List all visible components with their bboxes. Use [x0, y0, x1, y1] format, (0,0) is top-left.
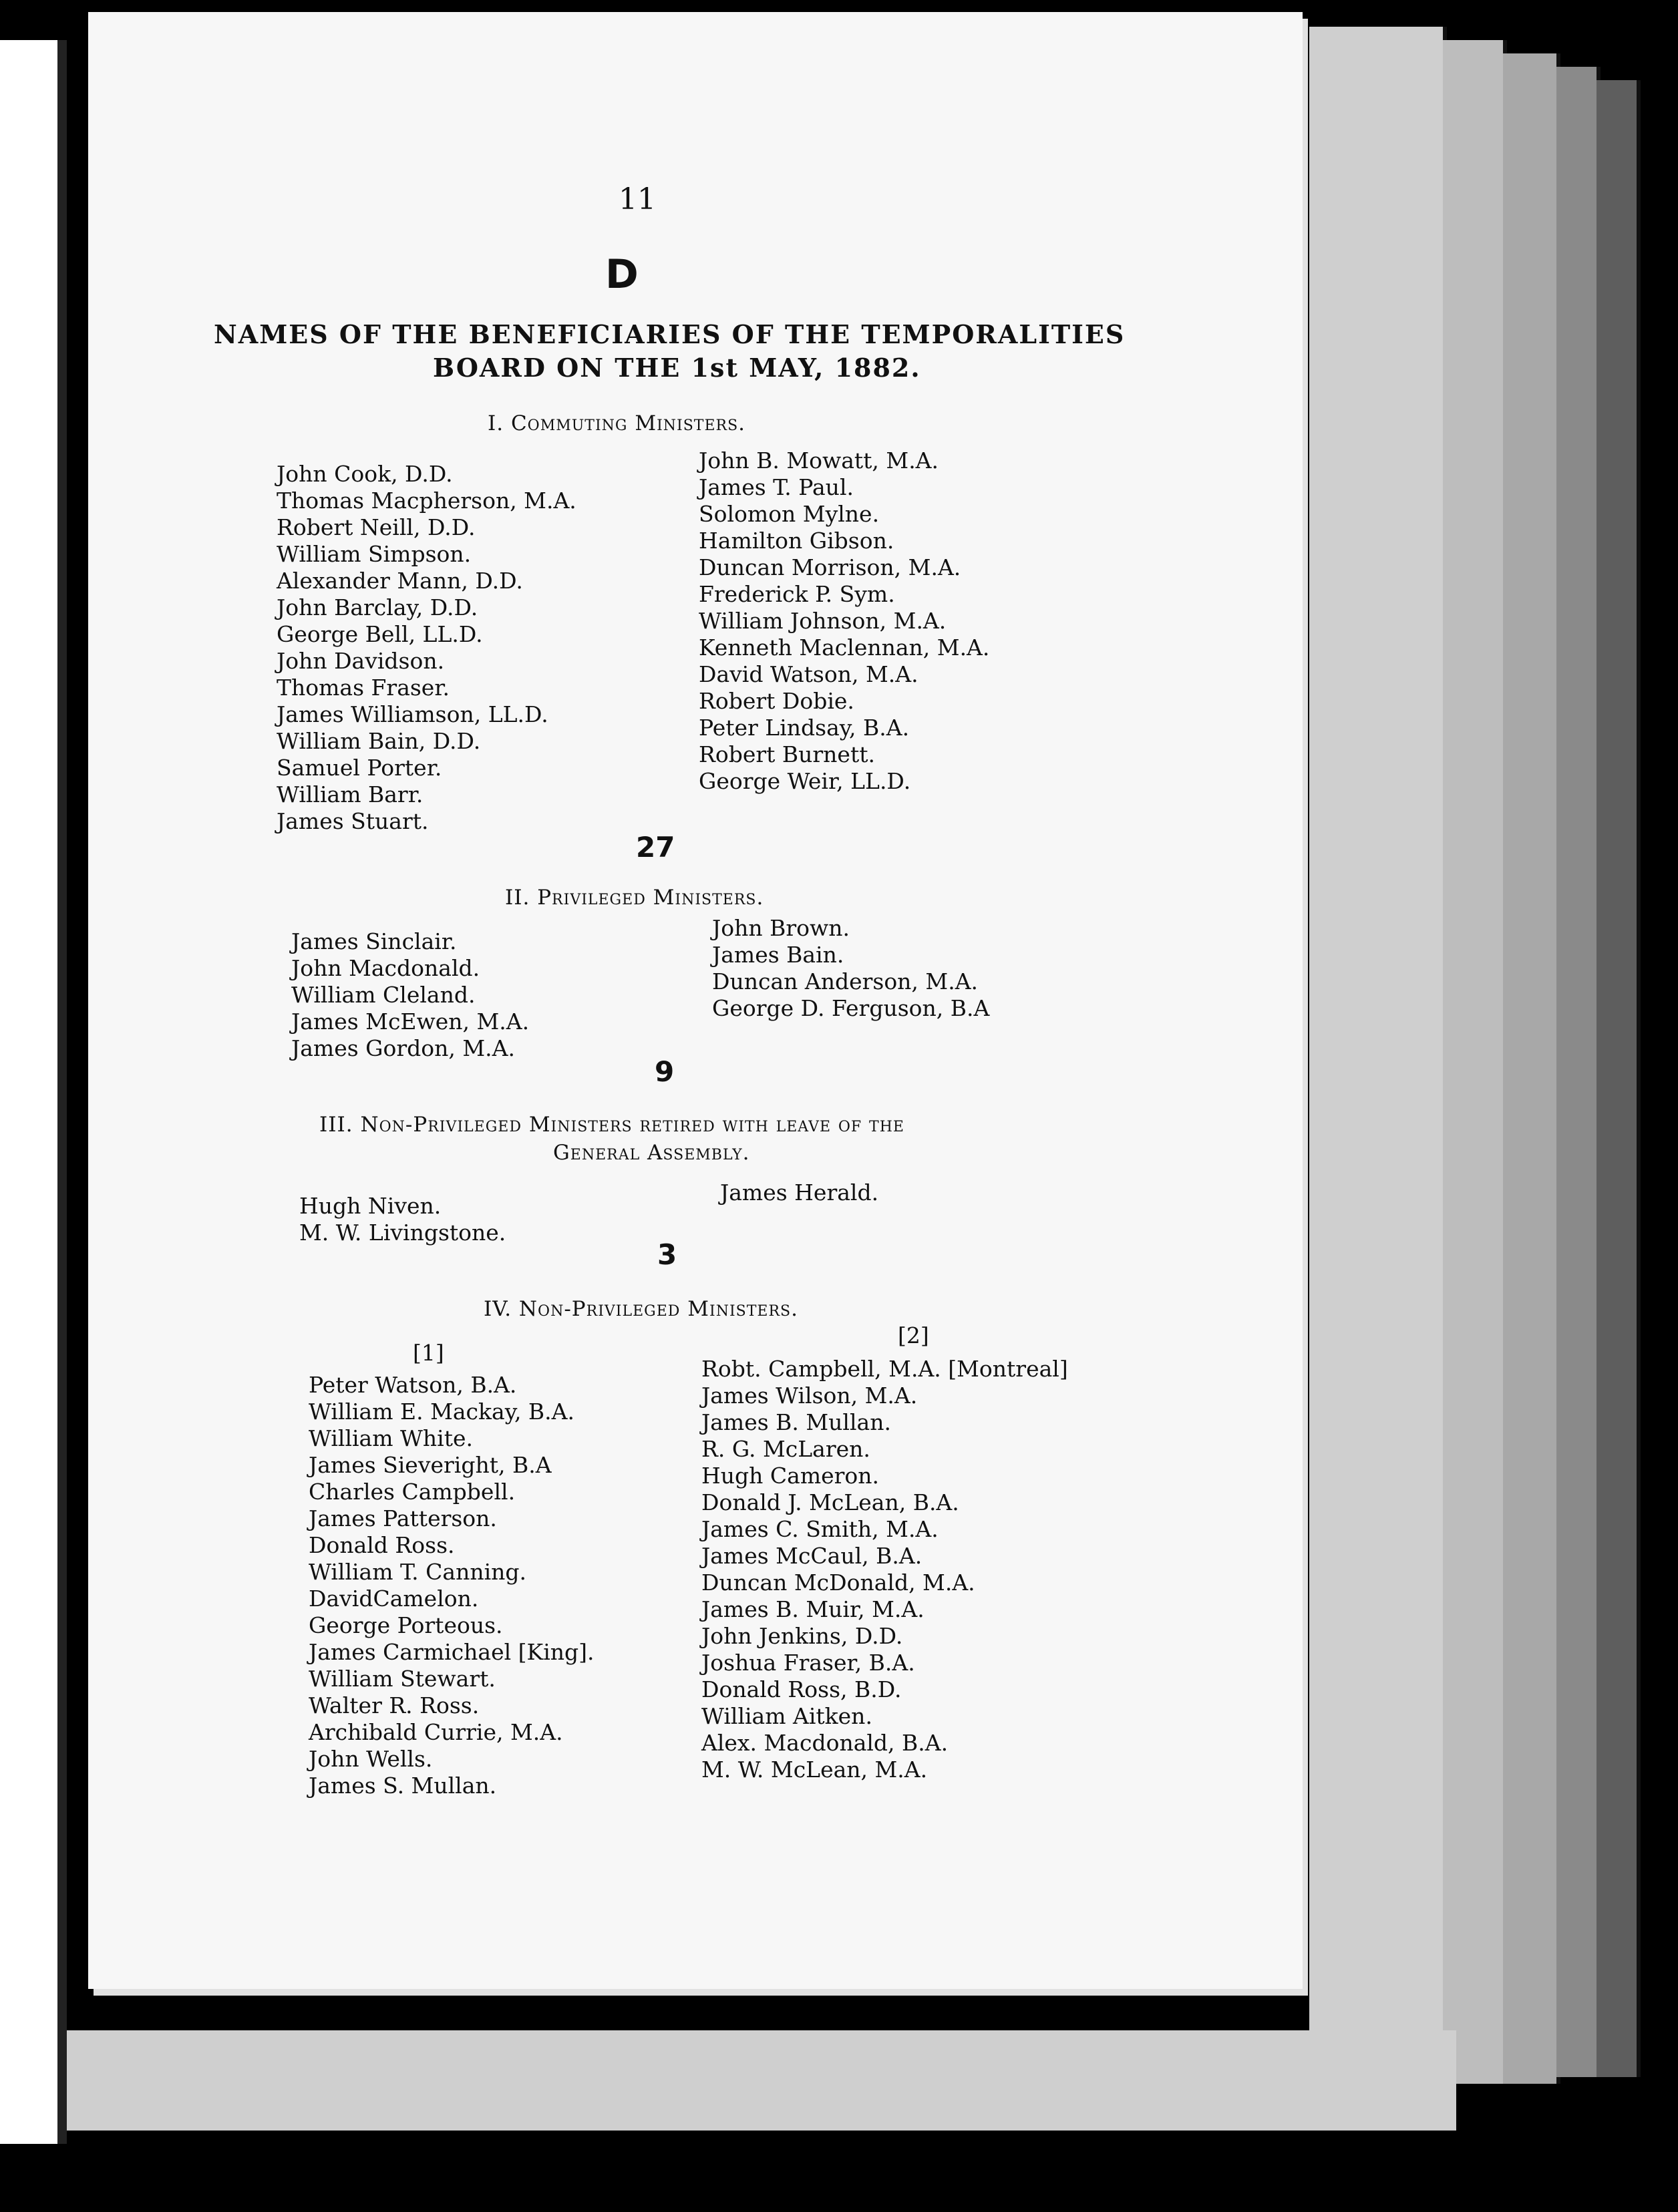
list-item: Peter Lindsay, B.A. [699, 715, 910, 741]
list-item: Thomas Macpherson, M.A. [277, 488, 576, 514]
list-item: Solomon Mylne. [699, 501, 880, 527]
retired-count: 3 [657, 1238, 677, 1271]
list-item: M. W. McLean, M.A. [701, 1757, 928, 1783]
list-item: John Davidson. [277, 648, 445, 674]
document-page [88, 12, 1303, 1989]
list-item: M. W. Livingstone. [299, 1220, 506, 1246]
list-item: John Barclay, D.D. [277, 594, 478, 620]
list-item: William Bain, D.D. [277, 728, 481, 754]
page-stack [1503, 53, 1560, 2084]
page-number: 11 [619, 182, 656, 216]
list-item: Donald Ross. [309, 1532, 455, 1558]
list-item: John Macdonald. [291, 955, 480, 981]
page-stack [1556, 67, 1601, 2077]
page-stack [1309, 27, 1447, 2097]
section-heading-privileged: II. Privileged Ministers. [505, 886, 764, 910]
list-item: John Jenkins, D.D. [701, 1623, 903, 1649]
list-item: James McEwen, M.A. [291, 1008, 530, 1035]
list-item: James Patterson. [309, 1505, 497, 1531]
commuting-left-column [277, 461, 576, 835]
list-item: William Stewart. [309, 1666, 496, 1692]
list-item: James McCaul, B.A. [701, 1543, 922, 1569]
list-item: John Cook, D.D. [277, 461, 453, 487]
list-item: William Cleland. [291, 982, 476, 1008]
list-item: James B. Muir, M.A. [701, 1596, 925, 1622]
list-item: James S. Mullan. [309, 1773, 497, 1799]
list-item: Robt. Campbell, M.A. [Montreal] [701, 1356, 1068, 1382]
list-item: James Sinclair. [291, 928, 457, 954]
list-item: William T. Canning. [309, 1559, 527, 1585]
privileged-left-column [291, 928, 529, 1062]
list-item: Hamilton Gibson. [699, 528, 894, 554]
list-item: R. G. McLaren. [701, 1436, 870, 1462]
commuting-right-column [699, 447, 989, 795]
list-item: Thomas Fraser. [277, 675, 450, 701]
non-privileged-right-column [701, 1356, 1068, 1783]
list-item: Robert Neill, D.D. [277, 514, 476, 540]
section-heading-commuting: I. Commuting Ministers. [488, 411, 746, 435]
list-item: James Stuart. [277, 808, 429, 834]
list-item: Duncan Anderson, M.A. [712, 968, 979, 994]
list-item: James Herald. [720, 1179, 879, 1206]
list-item: George Bell, LL.D. [277, 621, 483, 647]
list-item: Samuel Porter. [277, 755, 442, 781]
privileged-right-column [712, 915, 989, 1022]
list-item: George Weir, LL.D. [699, 768, 911, 794]
list-item: Hugh Cameron. [701, 1463, 880, 1489]
section-heading-retired-2: General Assembly. [553, 1141, 750, 1165]
list-item: Alex. Macdonald, B.A. [701, 1730, 949, 1756]
list-item: William Barr. [277, 781, 424, 807]
list-item: James T. Paul. [699, 474, 854, 500]
list-item: David Watson, M.A. [699, 661, 918, 687]
list-item: William Johnson, M.A. [699, 608, 947, 634]
list-item: George Porteous. [309, 1612, 503, 1638]
list-item: Walter R. Ross. [309, 1692, 480, 1718]
page-stack [1597, 80, 1641, 2077]
retired-left-column [299, 1193, 506, 1246]
list-item: Charles Campbell. [309, 1479, 516, 1505]
list-item: Hugh Niven. [299, 1193, 442, 1219]
list-item: James Gordon, M.A. [291, 1035, 515, 1061]
list-item: Robert Dobie. [699, 688, 854, 714]
list-item: James Wilson, M.A. [701, 1382, 918, 1409]
list-item: George D. Ferguson, B.A [712, 995, 990, 1021]
list-item: Duncan McDonald, M.A. [701, 1570, 975, 1596]
list-item: Duncan Morrison, M.A. [699, 554, 961, 580]
list-item: Kenneth Maclennan, M.A. [699, 634, 990, 661]
list-item: Peter Watson, B.A. [309, 1372, 517, 1398]
list-item: James Bain. [712, 942, 844, 968]
section-heading-retired-1: III. Non-Privileged Ministers retired with leave of the [319, 1113, 904, 1137]
list-item: Donald J. McLean, B.A. [701, 1489, 959, 1515]
privileged-count: 9 [655, 1055, 675, 1088]
list-item: Archibald Currie, M.A. [309, 1719, 563, 1745]
list-item: Frederick P. Sym. [699, 581, 895, 607]
column-label-1: [1] [413, 1340, 444, 1366]
list-item: Joshua Fraser, B.A. [701, 1650, 915, 1676]
commuting-count: 27 [636, 831, 675, 864]
list-item: James C. Smith, M.A. [701, 1516, 939, 1542]
list-item: John Brown. [712, 915, 850, 941]
title-line-2: BOARD ON THE 1st MAY, 1882. [433, 353, 921, 383]
page-stack-bottom [67, 2030, 1456, 2131]
list-item: John B. Mowatt, M.A. [699, 447, 939, 474]
column-label-2: [2] [898, 1322, 929, 1348]
list-item: James Carmichael [King]. [309, 1639, 595, 1665]
page-stack [1443, 40, 1507, 2084]
list-item: James Sieveright, B.A [309, 1452, 552, 1478]
list-item: William Simpson. [277, 541, 472, 567]
left-page-edge [0, 40, 67, 2144]
list-item: James B. Mullan. [701, 1409, 891, 1435]
list-item: William Aitken. [701, 1703, 872, 1729]
title-line-1: NAMES OF THE BENEFICIARIES OF THE TEMPORALITIES [214, 319, 1126, 349]
list-item: William White. [309, 1425, 474, 1451]
list-item: William E. Mackay, B.A. [309, 1399, 574, 1425]
section-letter: D [605, 251, 639, 298]
list-item: Alexander Mann, D.D. [277, 568, 523, 594]
list-item: DavidCamelon. [309, 1586, 479, 1612]
list-item: John Wells. [309, 1746, 433, 1772]
retired-right-column [720, 1179, 878, 1206]
section-heading-non-privileged: IV. Non-Privileged Ministers. [484, 1297, 798, 1321]
list-item: Donald Ross, B.D. [701, 1676, 902, 1702]
non-privileged-left-column [309, 1372, 595, 1799]
list-item: James Williamson, LL.D. [277, 701, 548, 727]
list-item: Robert Burnett. [699, 741, 875, 767]
